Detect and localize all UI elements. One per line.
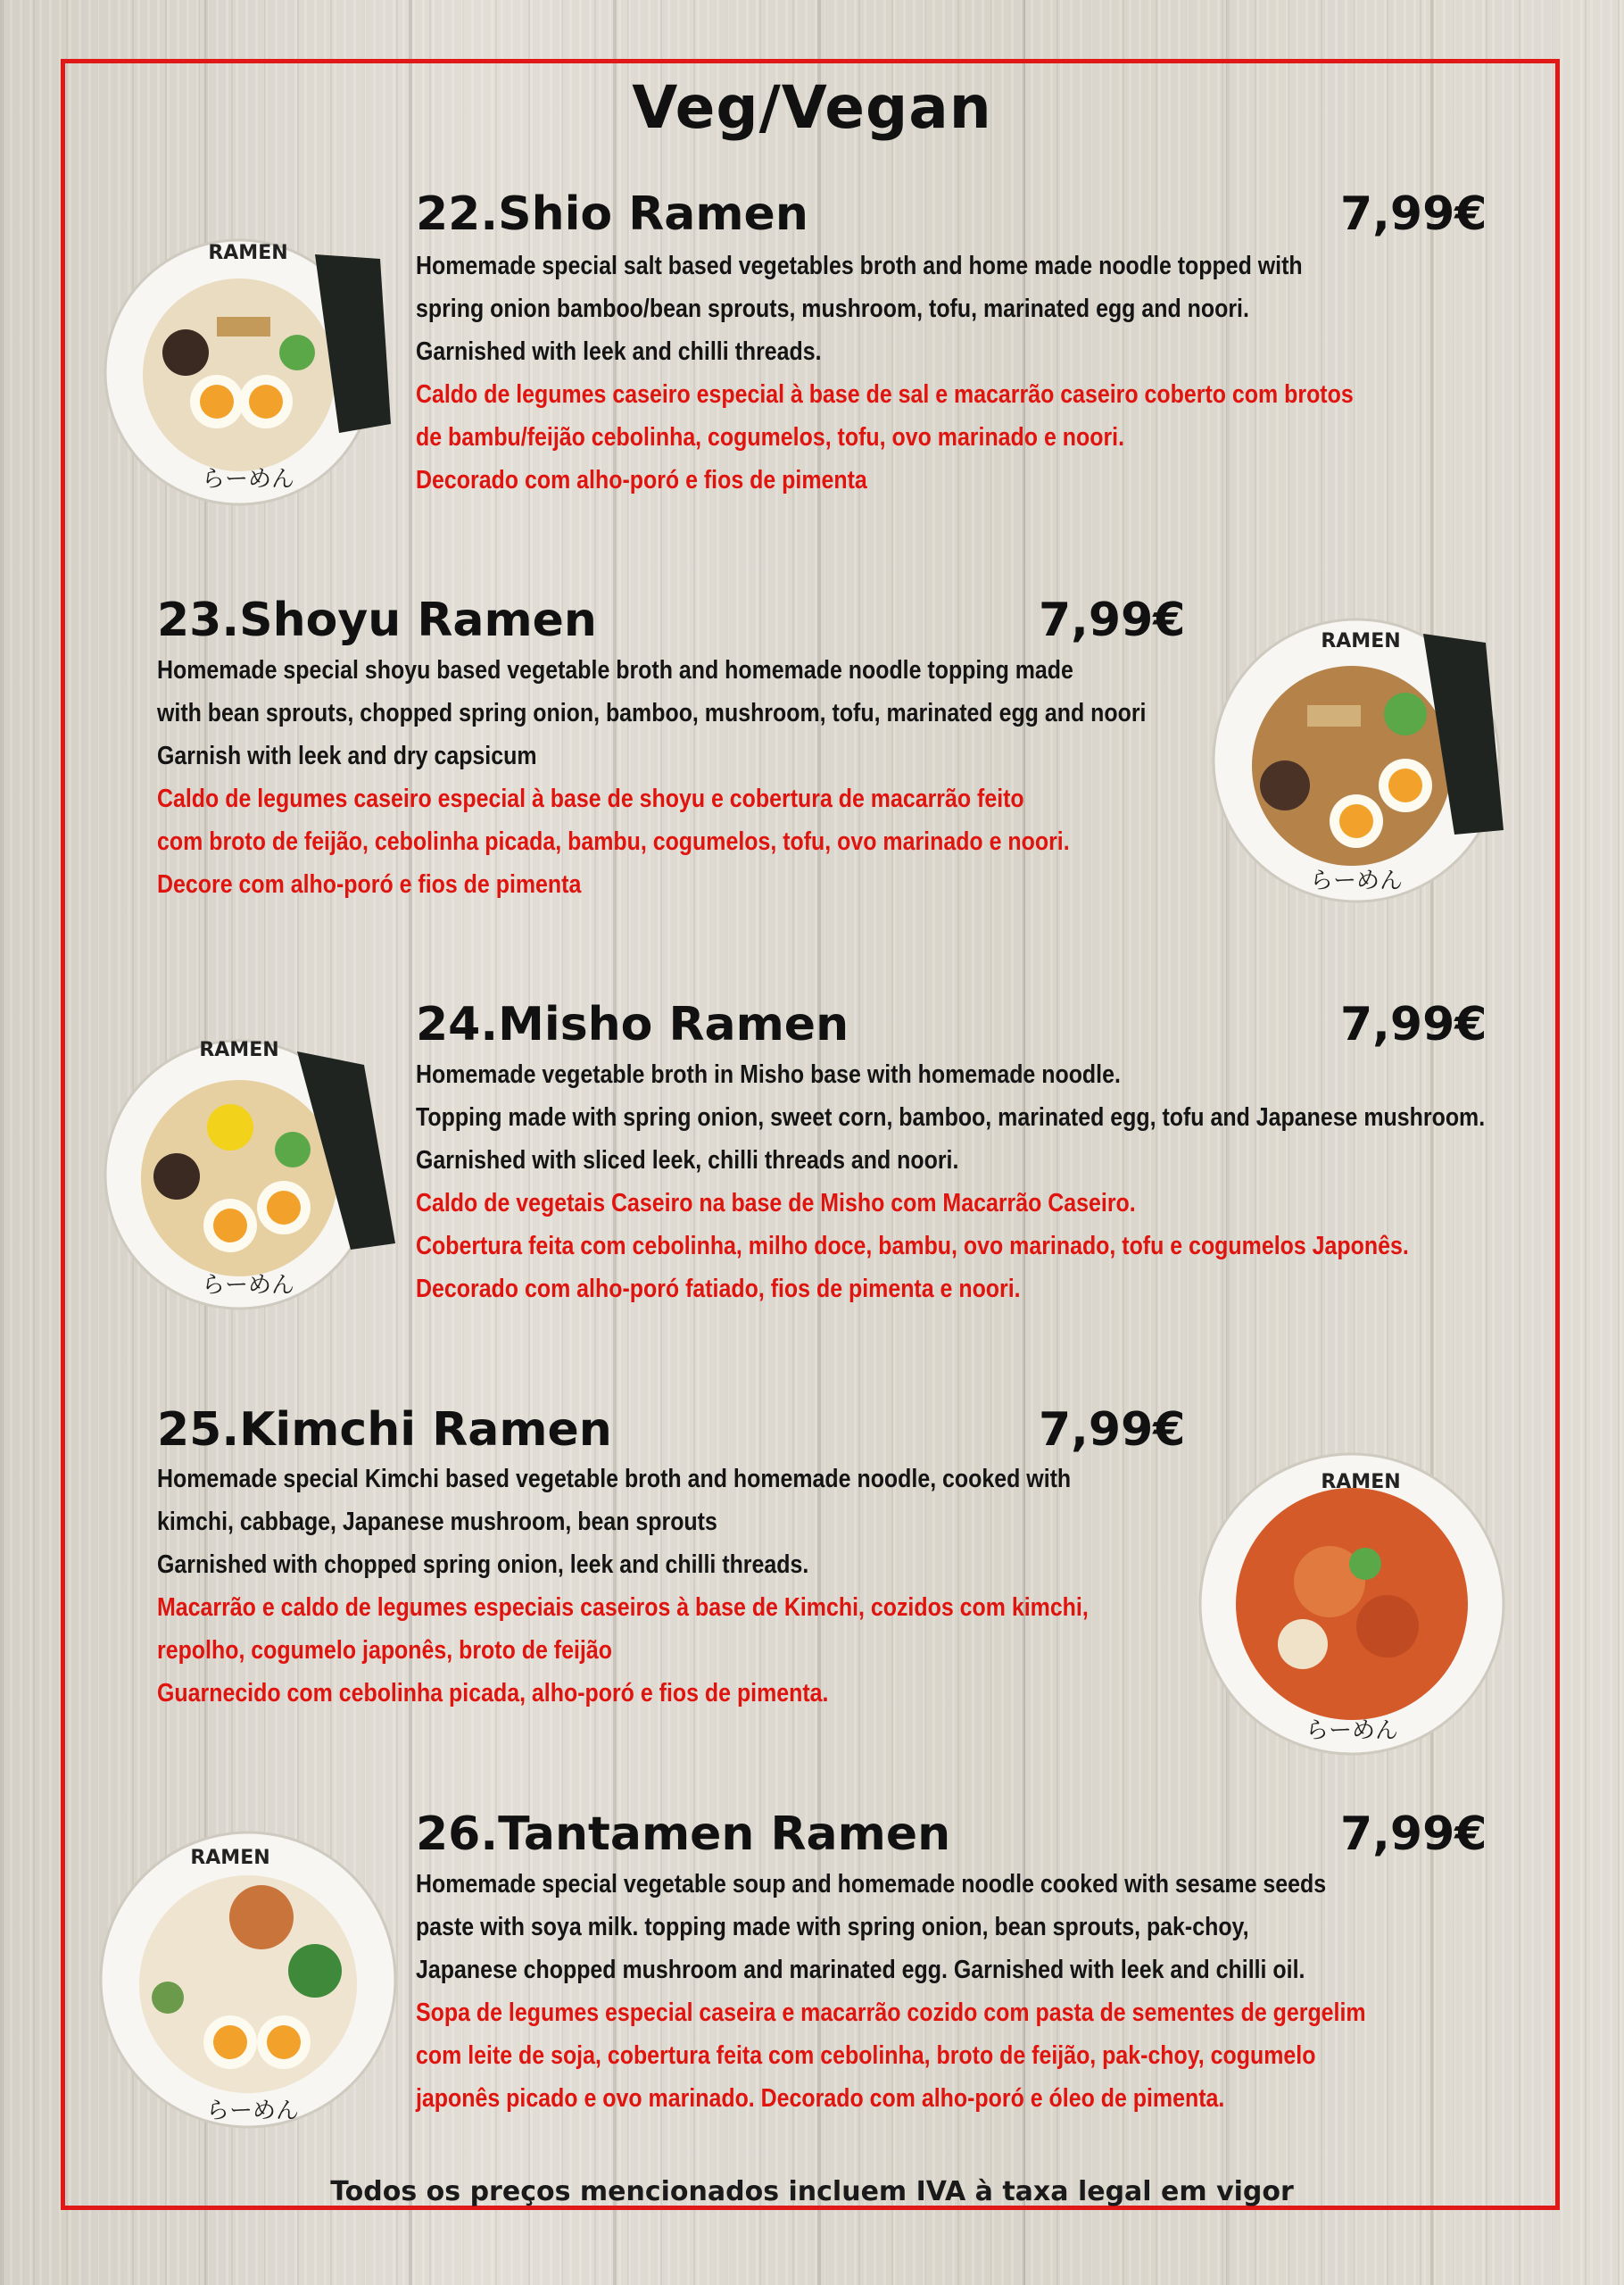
bowl-glyph: らーめん xyxy=(1305,1717,1399,1744)
page-title: Veg/Vegan xyxy=(632,73,992,142)
kimchi-ramen-bowl-image xyxy=(1196,1448,1508,1760)
description-pt-line: Caldo de legumes caseiro especial à base de sal e macarrão caseiro coberto com brotos xyxy=(416,380,1354,409)
misho-ramen-bowl-image xyxy=(96,1025,404,1319)
item-price-kimchi: 7,99€ xyxy=(1039,1403,1186,1457)
item-price-tantamen: 7,99€ xyxy=(1340,1807,1487,1861)
bowl-label: RAMEN xyxy=(208,242,288,264)
shoyu-ramen-bowl-image xyxy=(1200,607,1512,910)
description-en-line: Homemade special Kimchi based vegetable broth and homemade noodle, cooked with xyxy=(157,1465,1072,1493)
item-description-shio xyxy=(416,245,1354,502)
item-name-kimchi: 25.Kimchi Ramen xyxy=(157,1403,612,1457)
bowl-label: RAMEN xyxy=(199,1039,279,1061)
description-pt-line: Macarrão e caldo de legumes especiais caseiros à base de Kimchi, cozidos com kimchi, xyxy=(157,1593,1089,1622)
description-pt-line: com leite de soja, cobertura feita com cebolinha, broto de feijão, pak-choy, cogumelo xyxy=(416,2041,1316,2070)
item-description-shoyu xyxy=(157,649,1146,906)
item-description-misho xyxy=(416,1053,1485,1310)
bowl-label: RAMEN xyxy=(1321,1471,1401,1493)
bowl-glyph: らーめん xyxy=(205,2098,300,2124)
bowl-glyph: らーめん xyxy=(201,1272,295,1299)
description-pt-line: com broto de feijão, cebolinha picada, bambu, cogumelos, tofu, ovo marinado e noori. xyxy=(157,827,1070,856)
description-pt-line: Decore com alho-poró e fios de pimenta xyxy=(157,870,582,899)
item-name-shio: 22.Shio Ramen xyxy=(416,187,808,241)
description-pt-line: Decorado com alho-poró fatiado, fios de pimenta e noori. xyxy=(416,1275,1021,1303)
description-pt-line: Guarnecido com cebolinha picada, alho-poró e fios de pimenta. xyxy=(157,1679,829,1708)
bowl-label: RAMEN xyxy=(190,1847,270,1869)
description-en-line: with bean sprouts, chopped spring onion, bamboo, mushroom, tofu, marinated egg and noori xyxy=(157,699,1147,727)
item-description-kimchi xyxy=(157,1458,1089,1715)
bowl-glyph: らーめん xyxy=(1309,868,1404,894)
description-pt-line: Sopa de legumes especial caseira e macarrão cozido com pasta de sementes de gergelim xyxy=(416,1998,1366,2027)
description-en-line: Homemade special salt based vegetables broth and home made noodle topped with xyxy=(416,252,1303,280)
description-en-line: Topping made with spring onion, sweet corn, bamboo, marinated egg, tofu and Japanese mushroom. xyxy=(416,1103,1486,1132)
description-pt-line: repolho, cogumelo japonês, broto de feijão xyxy=(157,1636,612,1665)
description-en-line: Japanese chopped mushroom and marinated egg. Garnished with leek and chilli oil. xyxy=(416,1956,1305,1984)
description-en-line: Homemade vegetable broth in Misho base with homemade noodle. xyxy=(416,1060,1121,1089)
description-en-line: Homemade special shoyu based vegetable broth and homemade noodle topping made xyxy=(157,656,1073,685)
description-en-line: Garnished with sliced leek, chilli threads and noori. xyxy=(416,1146,959,1175)
description-en-line: Garnished with leek and chilli threads. xyxy=(416,337,822,366)
description-en-line: Garnish with leek and dry capsicum xyxy=(157,742,537,770)
description-pt-line: de bambu/feijão cebolinha, cogumelos, tofu, ovo marinado e noori. xyxy=(416,423,1125,452)
description-en-line: kimchi, cabbage, Japanese mushroom, bean sprouts xyxy=(157,1508,717,1536)
description-en-line: spring onion bamboo/bean sprouts, mushroom, tofu, marinated egg and noori. xyxy=(416,295,1249,323)
description-pt-line: Decorado com alho-poró e fios de pimenta xyxy=(416,466,867,494)
bowl-label: RAMEN xyxy=(1321,630,1401,652)
shio-ramen-bowl-image xyxy=(96,219,400,513)
description-pt-line: Cobertura feita com cebolinha, milho doce, bambu, ovo marinado, tofu e cogumelos Japonês. xyxy=(416,1232,1409,1260)
item-name-shoyu: 23.Shoyu Ramen xyxy=(157,594,597,647)
description-pt-line: Caldo de vegetais Caseiro na base de Misho com Macarrão Caseiro. xyxy=(416,1189,1136,1217)
item-price-shio: 7,99€ xyxy=(1340,187,1487,241)
description-pt-line: Caldo de legumes caseiro especial à base de shoyu e cobertura de macarrão feito xyxy=(157,785,1024,813)
item-description-tantamen xyxy=(416,1863,1366,2120)
bowl-glyph: らーめん xyxy=(201,466,295,493)
description-en-line: paste with soya milk. topping made with spring onion, bean sprouts, pak-choy, xyxy=(416,1913,1249,1941)
description-en-line: Garnished with chopped spring onion, leek and chilli threads. xyxy=(157,1550,809,1579)
item-name-tantamen: 26.Tantamen Ramen xyxy=(416,1807,951,1861)
vat-footer-note: Todos os preços mencionados incluem IVA à taxa legal em vigor xyxy=(330,2176,1294,2207)
tantamen-ramen-bowl-image xyxy=(96,1828,404,2136)
item-price-misho: 7,99€ xyxy=(1340,998,1487,1051)
item-price-shoyu: 7,99€ xyxy=(1039,594,1186,647)
description-pt-line: japonês picado e ovo marinado. Decorado com alho-poró e óleo de pimenta. xyxy=(416,2084,1225,2113)
item-name-misho: 24.Misho Ramen xyxy=(416,998,849,1051)
description-en-line: Homemade special vegetable soup and homemade noodle cooked with sesame seeds xyxy=(416,1870,1327,1899)
